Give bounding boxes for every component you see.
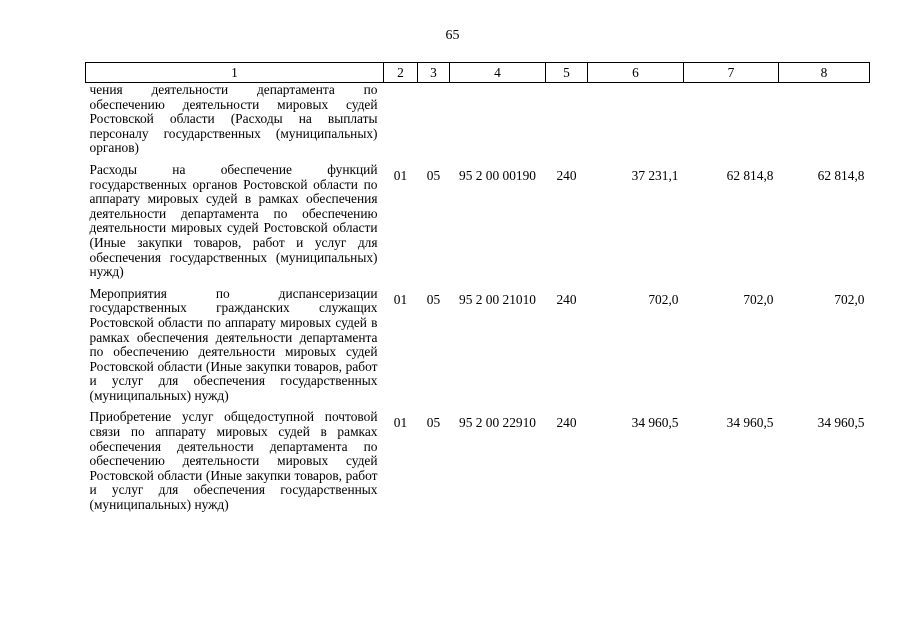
amount-col-6: 702,0 (648, 291, 679, 307)
table-row (86, 409, 870, 518)
subsection-code (418, 83, 450, 162)
budget-table-container (85, 62, 869, 519)
column-header: 8 (779, 63, 870, 83)
target-article-code: 95 2 00 00190 (459, 167, 536, 183)
row-description: чения деятельности департамента по обеспечению деятельности мировых судей Ростовской области (Расходы на выплаты персоналу государственных (муниципальных) органов) (89, 82, 378, 156)
amount-col-8 (779, 83, 870, 162)
amount-col-7: 702,0 (743, 291, 774, 307)
amount-col-6: 37 231,1 (631, 167, 679, 183)
amount-col-8: 62 814,8 (817, 167, 865, 183)
budget-table (85, 62, 870, 519)
row-description: Расходы на обеспечение функций государственных органов Ростовской области по аппарату мировых судей в рамках обеспечения деятельности департамента по обеспечению деятельности мировых судей Ростовской области (Иные закупки товаров, работ и услуг для обеспечения государственных (муниципальных) нужд) (89, 161, 378, 280)
table-row (86, 83, 870, 162)
page-number: 65 (445, 28, 460, 43)
row-description: Мероприятия по диспансеризации государственных гражданских служащих Ростовской области по аппарату мировых судей в рамках обеспечения деятельности департамента по обеспечению деятельности мировых судей Ростовской области (Иные закупки товаров, работ и услуг для обеспечения государственных (муниципальных) нужд) (89, 285, 378, 403)
section-code (384, 83, 418, 162)
section-code: 01 (393, 291, 408, 307)
target-article-code: 95 2 00 21010 (459, 291, 536, 307)
table-row (86, 162, 870, 286)
subsection-code: 05 (426, 291, 441, 307)
amount-col-8: 702,0 (834, 291, 865, 307)
expense-type-code: 240 (556, 291, 577, 307)
column-header: 7 (684, 63, 779, 83)
table-header-row (86, 63, 870, 83)
expense-type-code (546, 83, 588, 162)
amount-col-7: 34 960,5 (726, 415, 774, 431)
column-header: 5 (546, 63, 588, 83)
section-code: 01 (393, 415, 408, 431)
row-description: Приобретение услуг общедоступной почтовой связи по аппарату мировых судей в рамках обеспечения деятельности департамента по обеспечению деятельности мировых судей Ростовской области (Иные закупки товаров, работ и услуг для обеспечения государственных (муниципальных) нужд) (89, 409, 378, 513)
column-header: 1 (86, 63, 384, 83)
amount-col-7: 62 814,8 (726, 167, 774, 183)
amount-col-7 (684, 83, 779, 162)
target-article-code (450, 83, 546, 162)
column-header: 2 (384, 63, 418, 83)
expense-type-code: 240 (556, 415, 577, 431)
column-header: 3 (418, 63, 450, 83)
section-code: 01 (393, 167, 408, 183)
amount-col-6 (588, 83, 684, 162)
target-article-code: 95 2 00 22910 (459, 415, 536, 431)
column-header: 4 (450, 63, 546, 83)
subsection-code: 05 (426, 415, 441, 431)
column-header: 6 (588, 63, 684, 83)
expense-type-code: 240 (556, 167, 577, 183)
amount-col-6: 34 960,5 (631, 415, 679, 431)
table-row (86, 286, 870, 410)
subsection-code: 05 (426, 167, 441, 183)
amount-col-8: 34 960,5 (817, 415, 865, 431)
